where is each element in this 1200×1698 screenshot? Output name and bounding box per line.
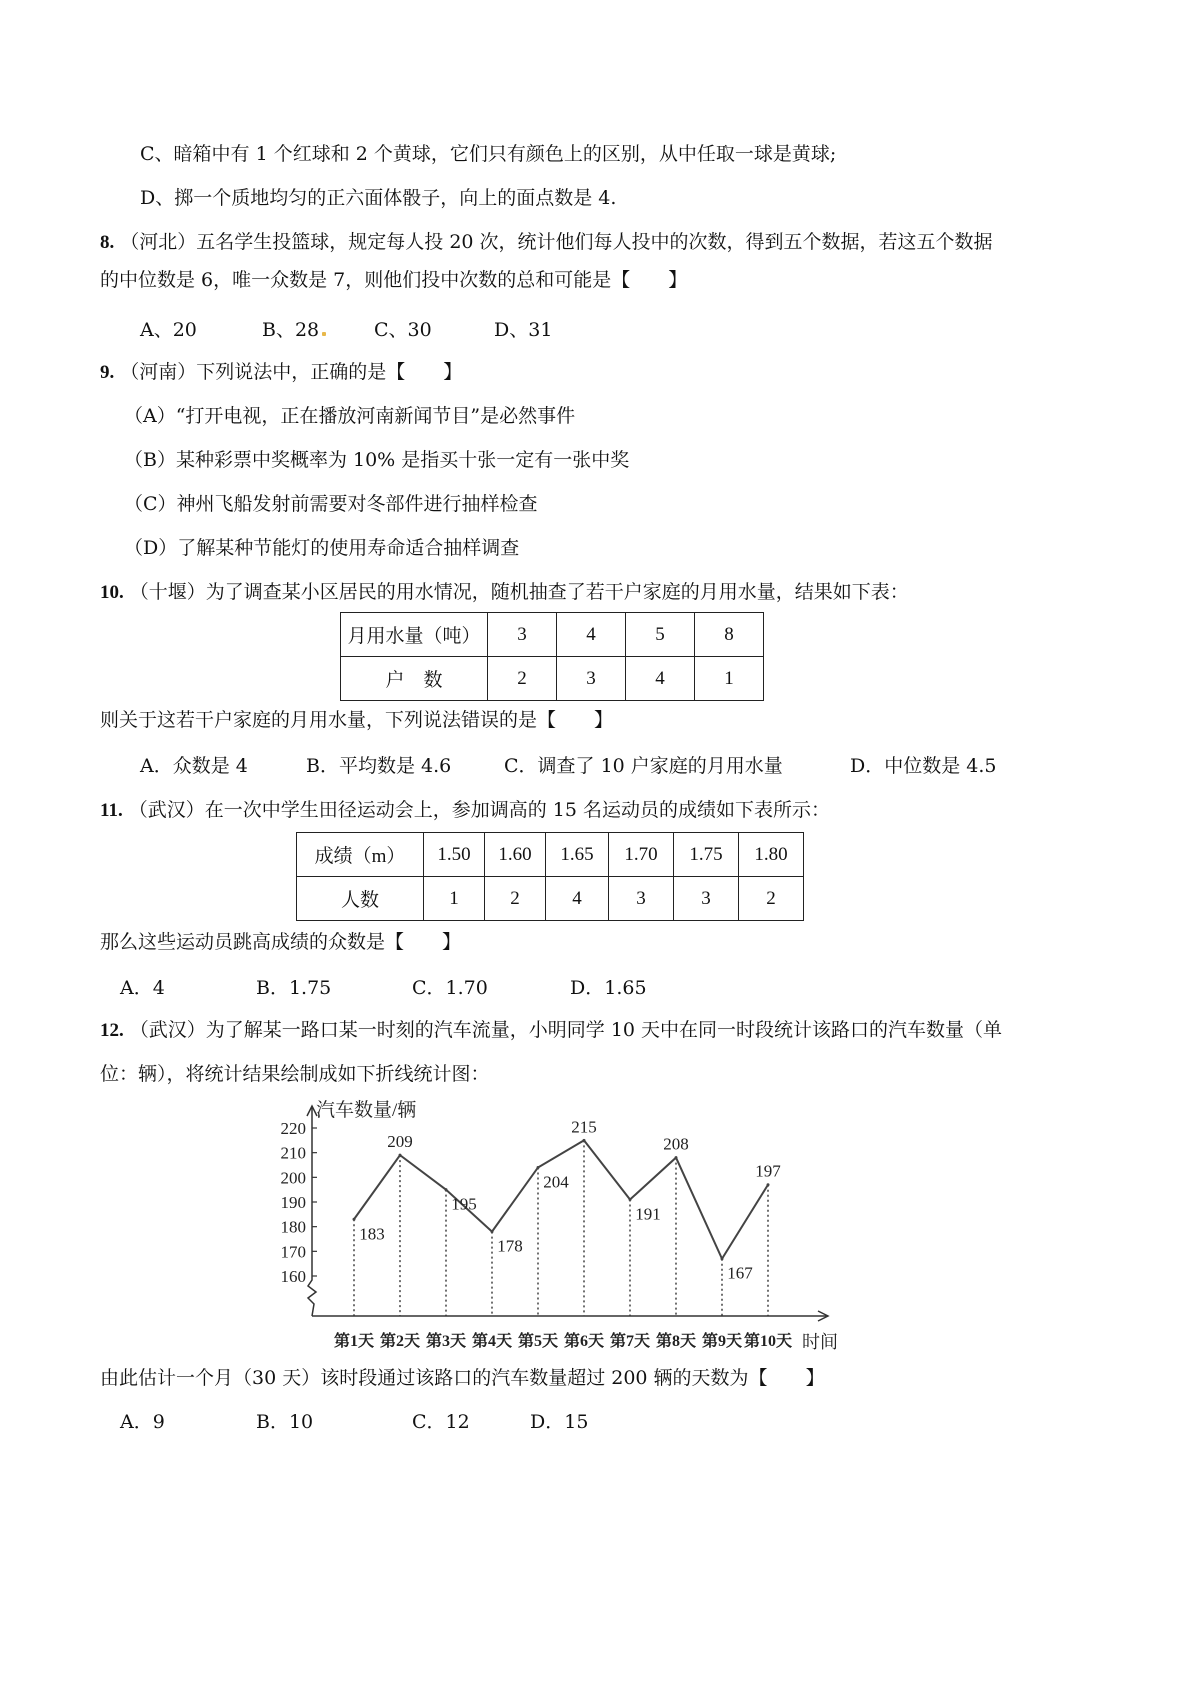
table-cell: 1.60 <box>485 833 546 877</box>
table-cell: 5 <box>626 613 695 657</box>
table-cell: 1.50 <box>424 833 485 877</box>
scan-speck <box>322 332 326 336</box>
q11-after: 那么这些运动员跳高成绩的众数是【 】 <box>100 931 462 953</box>
y-tick-label: 220 <box>280 1119 306 1138</box>
q9-number: 9. <box>100 362 115 383</box>
q12-option-c: C．12 <box>412 1411 470 1433</box>
y-tick-label: 210 <box>280 1143 306 1163</box>
table-cell: 8 <box>695 613 764 657</box>
data-point <box>583 1139 586 1142</box>
table-header-cell: 人数 <box>297 877 424 921</box>
data-point <box>445 1188 448 1191</box>
data-point <box>491 1230 494 1233</box>
x-tick-label: 第3天 <box>425 1333 467 1350</box>
table-cell: 1 <box>424 877 485 921</box>
q11-option-d: D．1.65 <box>570 977 647 999</box>
table-row <box>341 613 764 657</box>
data-label: 167 <box>727 1263 753 1283</box>
q8-option-d: D、31 <box>494 319 553 341</box>
table-row <box>297 877 804 921</box>
data-point <box>629 1198 632 1201</box>
x-tick-label: 第4天 <box>471 1333 513 1350</box>
q9-stem: （河南）下列说法中，正确的是【 】 <box>120 361 463 383</box>
table-header-cell: 户 数 <box>341 657 488 701</box>
table-cell: 3 <box>609 877 674 921</box>
q9-option-b: （B）某种彩票中奖概率为 10% 是指买十张一定有一张中奖 <box>124 449 630 471</box>
y-tick-label: 180 <box>280 1217 306 1237</box>
data-label: 183 <box>359 1224 385 1244</box>
table-cell: 1 <box>695 657 764 701</box>
q8-option-a: A、20 <box>140 319 197 341</box>
q12-line1 <box>100 1018 1002 1043</box>
table-cell: 4 <box>626 657 695 701</box>
table-cell: 1.70 <box>609 833 674 877</box>
table-cell: 4 <box>557 613 626 657</box>
high-jump-table <box>296 832 804 921</box>
data-point <box>767 1183 770 1186</box>
q9-option-a: （A）“打开电视，正在播放河南新闻节目”是必然事件 <box>124 405 576 427</box>
q10-option-b: B．平均数是 4.6 <box>306 755 452 777</box>
q11-option-b: B．1.75 <box>256 977 332 999</box>
data-label: 209 <box>387 1132 413 1152</box>
data-label: 178 <box>497 1236 523 1256</box>
q11-number: 11. <box>100 800 123 821</box>
q10-option-a: A．众数是 4 <box>140 755 248 777</box>
q8-line1 <box>100 230 993 255</box>
q8-option-b: B、28 <box>262 319 320 341</box>
x-tick-label: 第2天 <box>379 1333 421 1350</box>
x-tick-label: 第9天 <box>701 1333 743 1350</box>
data-label: 208 <box>663 1134 689 1154</box>
data-label: 204 <box>543 1172 569 1192</box>
q12-option-d: D．15 <box>530 1411 589 1433</box>
data-label: 191 <box>635 1204 661 1224</box>
table-cell: 3 <box>674 877 739 921</box>
x-tick-label: 第10天 <box>743 1333 793 1350</box>
q8-option-c: C、30 <box>374 319 432 341</box>
q9-option-d: （D）了解某种节能灯的使用寿命适合抽样调查 <box>124 537 520 559</box>
data-label: 197 <box>755 1161 781 1181</box>
q12-option-a: A．9 <box>120 1411 165 1433</box>
table-header-cell: 成绩（m） <box>297 833 424 877</box>
y-tick-label: 160 <box>280 1267 306 1286</box>
q7-option-c: C、暗箱中有 1 个红球和 2 个黄球，它们只有颜色上的区别，从中任取一球是黄球; <box>140 143 837 165</box>
q11-stem: （武汉）在一次中学生田径运动会上，参加调高的 15 名运动员的成绩如下表所示： <box>128 799 831 821</box>
q10-option-c: C．调查了 10 户家庭的月用水量 <box>504 755 783 777</box>
q10-after: 则关于这若干户家庭的月用水量，下列说法错误的是【 】 <box>100 709 614 731</box>
y-tick-label: 170 <box>280 1242 306 1262</box>
table-cell: 2 <box>739 877 804 921</box>
q10-stem-line <box>100 580 909 605</box>
data-point <box>399 1154 402 1157</box>
q10-option-d: D．中位数是 4.5 <box>850 755 997 777</box>
data-label: 195 <box>451 1194 477 1214</box>
x-axis-title: 时间 <box>802 1332 838 1352</box>
q11-option-a: A．4 <box>120 977 165 999</box>
table-header-cell: 月用水量（吨） <box>341 613 488 657</box>
table-cell: 1.80 <box>739 833 804 877</box>
y-tick-label: 190 <box>280 1193 306 1212</box>
table-cell: 3 <box>557 657 626 701</box>
q11-stem-line <box>100 798 830 823</box>
x-tick-label: 第1天 <box>333 1333 375 1350</box>
q9-stem-line <box>100 360 462 385</box>
q8-line2: 的中位数是 6，唯一众数是 7，则他们投中次数的总和可能是【 】 <box>100 269 688 291</box>
water-usage-table <box>340 612 764 701</box>
table-cell: 3 <box>488 613 557 657</box>
y-tick-label: 200 <box>280 1168 306 1188</box>
q11-option-c: C．1.70 <box>412 977 488 999</box>
y-axis-title: 汽车数量/辆 <box>316 1100 417 1121</box>
car-count-line-chart <box>250 1094 860 1356</box>
q12-text-line1: （武汉）为了解某一路口某一时刻的汽车流量，小明同学 10 天中在同一时段统计该路口的汽车数量（单 <box>129 1019 1003 1041</box>
data-point <box>721 1257 724 1260</box>
q8-number: 8. <box>100 232 115 253</box>
x-tick-label: 第6天 <box>563 1333 605 1350</box>
x-tick-label: 第5天 <box>517 1333 559 1350</box>
x-tick-label: 第8天 <box>655 1333 697 1350</box>
data-label: 215 <box>571 1117 597 1137</box>
table-row <box>297 833 804 877</box>
q12-number: 12. <box>100 1020 124 1041</box>
data-point <box>675 1156 678 1159</box>
q10-number: 10. <box>100 582 124 603</box>
table-cell: 4 <box>546 877 609 921</box>
q12-option-b: B．10 <box>256 1411 314 1433</box>
q12-line2: 位：辆），将统计结果绘制成如下折线统计图： <box>100 1063 490 1085</box>
data-point <box>353 1218 356 1221</box>
table-cell: 1.65 <box>546 833 609 877</box>
q7-option-d: D、掷一个质地均匀的正六面体骰子，向上的面点数是 4. <box>140 187 617 209</box>
q10-stem: （十堰）为了调查某小区居民的用水情况，随机抽查了若干户家庭的月用水量，结果如下表： <box>129 581 909 603</box>
x-tick-label: 第7天 <box>609 1333 651 1350</box>
q8-text-line1: （河北）五名学生投篮球，规定每人投 20 次，统计他们每人投中的次数，得到五个数据，若这五个数据 <box>120 231 993 253</box>
table-row <box>341 657 764 701</box>
data-point <box>537 1166 540 1169</box>
q9-option-c: （C）神州飞船发射前需要对冬部件进行抽样检查 <box>124 493 538 515</box>
q12-after: 由此估计一个月（30 天）该时段通过该路口的汽车数量超过 200 辆的天数为【 】 <box>100 1367 825 1389</box>
table-cell: 2 <box>485 877 546 921</box>
table-cell: 2 <box>488 657 557 701</box>
table-cell: 1.75 <box>674 833 739 877</box>
